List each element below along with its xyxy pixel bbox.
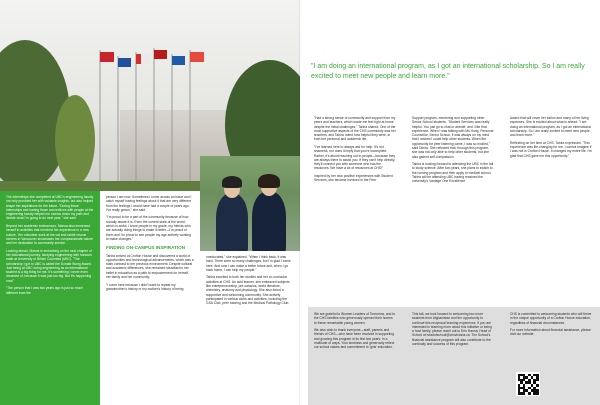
paragraph: uneducated," she explained. "When I think back, it was hard. There were so many challenges, but I'm glad I came here. And now I can make a better future and, when I go back home, I can help my people." [206,255,291,272]
pull-quote: "I am doing an international program, as I got an international scholarship. So I am really excited to meet new people and learn more." [311,63,585,80]
box-column-3 [504,307,598,345]
paragraph: "I'm proud to be a part of the community because of how socially aware it is. Even the current state of the world, which is awful, I know people in my grade, my friends who are actually doing things to make it better—I'm proud of them and I'm proud to see people my age actively working to make changes." [106,215,191,241]
text-column-3 [200,251,300,405]
text-column-2 [100,191,200,405]
paragraph: "I've learned here to always ask for help. It's not shameful, nor does it imply that you're incomplete. Rather, it's about reaching out to people—because they are always there to assist you. If they can't help directly, they'll connect you with someone who has the resources. We have a lot of resources at CHS!" [314,144,396,171]
qr-code[interactable] [516,372,540,396]
paragraph: We also wish to thank everyone—staff, parents and friends of CHS—who have been involved in supporting and growing this program in its first two years. In a multitude of ways. Your kindness and generosity reflect our school values and commitment to 'girls' education. [314,328,395,350]
paragraph: This fall, we look forward to welcoming two more students from Afghanistan and the opportunity to continue this reciprocal learning experience. If you are interested in learning more about this initiative or being a host family, please reach out to Erin Hanna, Head of School at headofschool@chsvictoria.ca. The School's financial assistance program will also contribute to the continuity and success of this program. [412,312,492,347]
flag-2 [118,58,131,67]
student-left [216,194,248,251]
box-column-1 [308,307,402,358]
paragraph: "I come here because I didn't want to repeat my grandmother's history or my mother's history of being [106,282,184,291]
section-heading: FINDING ON-CAMPUS INSPIRATION [106,245,186,251]
students-photo [200,156,300,251]
paragraph: We are grateful to Women Leaders of Tomorrow, and to the CHS families who generously opened their homes to these remarkable young women. [314,312,396,325]
right-column-3 [504,116,598,301]
paragraph: Support program, mentoring and supporting other Senior School students. "Student Services was really helpful. You just go to chat or debrief, and I like that experience. When I was talking with Ms Hong, Personal Counsellor, Senior School, it was always on my mind that I wished I could help other students. When the opportunity for peer listening came, I was so excited," said Tahira. She reflected that, through this program, she was not only able to help other students, but she also gained self-compassion. [412,116,494,159]
paragraph: "Had a strong sense of community and support from my peers and teachers, which made me feel right at home despite the initial challenges," Tahira shared. One of the most supportive aspects of the CHS community was her teachers, and Tahira noted how helpful they were, in both her personal and academic life. [314,116,396,142]
paragraph: The internships she completed at UBC's engineering faculty not only provided her with valuable insights, but also helped shape her aspirations for the future. "During those internships and having those connections with people at the engineering faculty helped me narrow down my path and decide what I'm going to do next year," she said. [6,195,94,221]
flag-5 [172,56,185,65]
page-gutter [299,0,301,405]
hair-left [222,176,242,188]
paragraph: Tahira arrived at Crofton House and discovered a world of opportunities and technological advancements, which was a stark contrast to her previous environment. Despite cultural and academic differences, she remained steadfast in her belief in education as a path to empowerment for herself, her family and her community. [106,253,194,280]
paragraph: Inspired by her own positive experiences with Student Services, she became involved in the Peer [314,173,393,183]
flag-6 [190,52,204,62]
paragraph: Reflecting on her time at CHS, Tahira expressed: "This experience was life-changing for me. I cannot imagine if I was not in Crofton House. It changed my entire life. I'm glad that CHS gave me this opportunity." [510,140,592,158]
right-column-2 [406,116,500,301]
right-column-1 [308,116,402,301]
flag-1 [100,52,114,62]
box-column-2 [406,307,500,355]
paragraph: CHS is committed to welcoming students who will thrive in the unique opportunity of a Crofton House education, regardless of financial circumstances. [510,312,592,325]
paragraph: Tahira excelled in both her studies and her co-curricular activities at CHS. An avid learner, she embraced subjects like entrepreneurship, pre-calculus, world literature, chemistry, anatomy and physiology. She also found a supportive and welcoming community. She actively participated in various clubs and activities, including the GSA Club, peer tutoring and the Medical Pathology Club. [206,275,290,306]
paragraph: Looking ahead, Marwa is embarking on the next chapter of her educational journey, studying engineering with honours math at University of British Columbia (UBC). "The scholarship I got to UBC is called the Donald Wong Award. Just being at UBC doing engineering as an international student is a big thing for me. It's something I never even dreamed of, because it was just too big. But it's happening now!" [6,248,92,283]
paragraph: Beyond her academic endeavours, Marwa also immersed herself in activities that enriched her experience in a new culture. Her volunteer work at the cat and rabbit rescue centres in Vancouver showcases her compassionate nature and her dedication to community service. [6,223,93,246]
hair-right [258,174,280,188]
paragraph: For more information about financial assistance, please visit our website. [510,328,591,337]
flag-4 [154,50,167,59]
student-right [252,192,286,251]
paragraph: Award that will cover her tuition and many of her living expenses. She is excited about what is ahead: "I am doing an international program, as I got an international scholarship. So I am really excited to meet new people and learn more." [510,116,591,138]
paragraph: "The person that I was two years ago is just so much different from the [6,286,84,295]
paragraph: Tahira is looking forward to attending the UBC in the fall to study science. After two years, she plans to switch to the nursing program and then apply to medical school. Tahira will be attending UBC having received the university's Vantage One Excellence [412,162,494,184]
green-column [0,191,100,405]
paragraph: person I am now. Sometimes I come across an issue and I catch myself having feelings about it that are very different from the feelings I would have had a couple of years ago. I've really grown," she said. [106,195,192,212]
